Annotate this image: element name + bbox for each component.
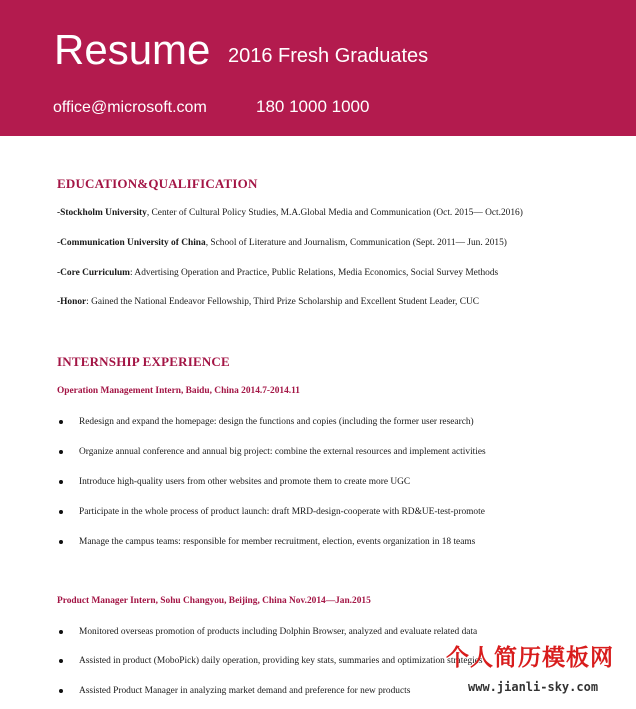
bullet-icon xyxy=(59,659,63,663)
watermark-url: www.jianli-sky.com xyxy=(468,680,599,694)
list-item xyxy=(57,416,617,430)
education-item xyxy=(57,208,523,218)
internship-heading: INTERNSHIP EXPERIENCE xyxy=(57,354,230,369)
list-item-text: Organize annual conference and annual big project: combine the external resources and implement activities xyxy=(79,447,486,457)
list-item-text: Participate in the whole process of product launch: draft MRD-design-cooperate with RD&UE-test-promote xyxy=(79,507,485,517)
list-item-text: Assisted Product Manager in analyzing market demand and preference for new products xyxy=(79,686,411,696)
contact-email: office@microsoft.com xyxy=(53,99,207,116)
list-item xyxy=(57,476,617,490)
list-item xyxy=(57,446,617,460)
education-item xyxy=(57,297,479,307)
education-item-label: -Core Curriculum xyxy=(57,268,130,278)
list-item-text: Manage the campus teams: responsible for member recruitment, election, events organization in 18 teams xyxy=(79,537,476,547)
contact-phone: 180 1000 1000 xyxy=(256,97,370,116)
list-item-text: Assisted in product (MoboPick) daily operation, providing key stats, summaries and optimization strategies xyxy=(79,656,483,666)
bullet-icon xyxy=(59,480,63,484)
bullet-icon xyxy=(59,450,63,454)
bullet-icon xyxy=(59,540,63,544)
resume-title: Resume xyxy=(54,26,211,73)
resume-header-banner xyxy=(0,0,636,136)
education-item-text: , Center of Cultural Policy Studies, M.A.Global Media and Communication (Oct. 2015— Oct.2016) xyxy=(146,208,523,218)
education-item-text: : Gained the National Endeavor Fellowship, Third Prize Scholarship and Excellent Student Leader, CUC xyxy=(86,297,480,307)
education-item xyxy=(57,268,498,278)
bullet-icon xyxy=(59,630,63,634)
education-heading: EDUCATION&QUALIFICATION xyxy=(57,176,258,191)
job-title: Operation Management Intern, Baidu, China 2014.7-2014.11 xyxy=(57,386,300,396)
list-item xyxy=(57,626,617,640)
job-title: Product Manager Intern, Sohu Changyou, Beijing, China Nov.2014—Jan.2015 xyxy=(57,596,371,606)
education-item-label: -Honor xyxy=(57,297,87,307)
education-item-text: , School of Literature and Journalism, Communication (Sept. 2011— Jun. 2015) xyxy=(205,238,507,248)
education-item xyxy=(57,238,507,248)
education-item-text: : Advertising Operation and Practice, Public Relations, Media Economics, Social Survey Methods xyxy=(130,268,499,278)
education-item-label: -Stockholm University xyxy=(57,208,147,218)
list-item xyxy=(57,506,617,520)
list-item xyxy=(57,536,617,550)
education-item-label: -Communication University of China xyxy=(57,238,206,248)
list-item-text: Introduce high-quality users from other websites and promote them to create more UGC xyxy=(79,477,411,487)
list-item-text: Monitored overseas promotion of products including Dolphin Browser, analyzed and evaluate related data xyxy=(79,627,478,637)
list-item-text: Redesign and expand the homepage: design the functions and copies (including the former user research) xyxy=(79,417,474,427)
resume-subtitle: 2016 Fresh Graduates xyxy=(228,45,429,67)
watermark-text: 个人简历模板网 xyxy=(446,645,614,671)
bullet-icon xyxy=(59,420,63,424)
bullet-icon xyxy=(59,689,63,693)
bullet-icon xyxy=(59,510,63,514)
